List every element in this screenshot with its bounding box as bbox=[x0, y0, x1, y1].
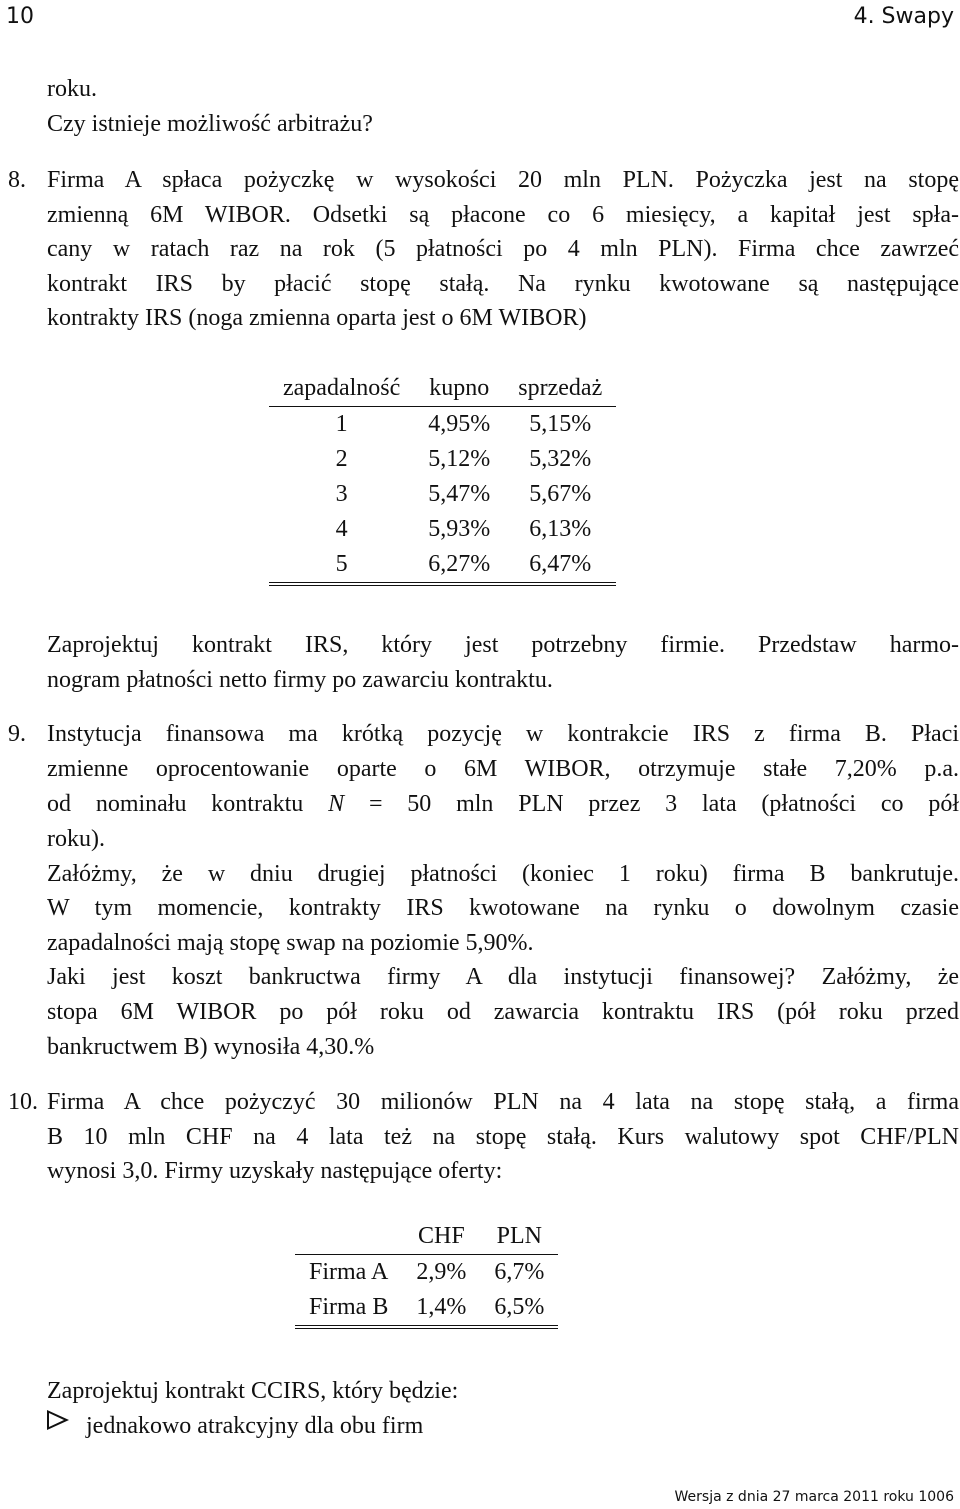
exercise-number: 10. bbox=[8, 1089, 38, 1115]
table-cell: 6,7% bbox=[480, 1255, 558, 1291]
table-row bbox=[295, 1255, 558, 1291]
table-row bbox=[269, 442, 616, 477]
text-line: Instytucja finansowa ma krótką pozycję w kontrakcie IRS z firma B. Płaci bbox=[47, 721, 959, 747]
text-line: Firma A chce pożyczyć 30 milionów PLN na 4 lata na stopę stałą, a firma bbox=[47, 1089, 959, 1115]
table-cell: 5 bbox=[269, 547, 414, 584]
table-header-row bbox=[269, 370, 616, 407]
column-header: sprzedaż bbox=[518, 374, 603, 401]
text-line: zmienną 6M WIBOR. Odsetki są płacone co 6 miesięcy, a kapitał jest spła- bbox=[47, 202, 959, 228]
text-line: Jaki jest koszt bankructwa firmy A dla instytucji finansowej? Załóżmy, że bbox=[47, 964, 959, 990]
table-cell: 2 bbox=[335, 446, 348, 473]
table-row bbox=[269, 477, 616, 512]
text-line: kontrakty IRS (noga zmienna oparta jest o 6M WIBOR) bbox=[47, 305, 587, 331]
text-line: zapadalności mają stopę swap na poziomie 5,90%. bbox=[47, 930, 534, 956]
table-cell: 5,32% bbox=[529, 446, 592, 473]
table-cell: 1,4% bbox=[402, 1290, 480, 1327]
text-line bbox=[47, 787, 959, 822]
column-header: PLN bbox=[496, 1223, 543, 1250]
text-segment: od nominału kontraktu bbox=[47, 791, 304, 817]
table-cell: Firma A bbox=[295, 1255, 402, 1291]
text-line: Zaprojektuj kontrakt CCIRS, który będzie: bbox=[47, 1378, 459, 1404]
table-row bbox=[269, 547, 616, 584]
text-line: roku). bbox=[47, 826, 105, 852]
irs-quotes-table bbox=[269, 370, 616, 586]
text-line: wynosi 3,0. Firmy uzyskały następujące oferty: bbox=[47, 1158, 503, 1184]
table-cell: 5,15% bbox=[504, 407, 616, 443]
offers-table bbox=[295, 1219, 558, 1329]
text-line: Czy istnieje możliwość arbitrażu? bbox=[47, 111, 373, 137]
bullet-item: jednakowo atrakcyjny dla obu firm bbox=[86, 1413, 424, 1439]
text-line: cany w ratach raz na rok (5 płatności po 4 mln PLN). Firma chce zawrzeć bbox=[47, 236, 959, 262]
text-line: stopa 6M WIBOR po pół roku od zawarcia kontraktu IRS (pół roku przed bbox=[47, 999, 959, 1025]
table-cell: 6,13% bbox=[529, 516, 592, 543]
text-line: roku. bbox=[47, 76, 97, 102]
text-line: kontrakt IRS by płacić stopę stałą. Na rynku kwotowane są następujące bbox=[47, 271, 959, 297]
chapter-title: 4. Swapy bbox=[853, 4, 954, 29]
table-header-row bbox=[295, 1219, 558, 1255]
column-header: zapadalność bbox=[283, 374, 401, 401]
text-line: Załóżmy, że w dniu drugiej płatności (koniec 1 roku) firma B bankrutuje. bbox=[47, 861, 959, 887]
column-header: kupno bbox=[429, 374, 490, 401]
text-segment: = 50 mln PLN przez 3 lata (płatności co pół bbox=[368, 791, 960, 817]
table-cell: Firma B bbox=[295, 1290, 402, 1327]
table-cell: 4 bbox=[335, 516, 348, 543]
table-cell: 5,12% bbox=[428, 446, 491, 473]
table-cell: 6,47% bbox=[504, 547, 616, 584]
page-header bbox=[0, 0, 960, 36]
table-row bbox=[269, 512, 616, 547]
page-number: 10 bbox=[6, 4, 34, 29]
table-cell: 1 bbox=[269, 407, 414, 443]
exercise-number: 9. bbox=[8, 721, 26, 747]
table-cell: 6,27% bbox=[414, 547, 504, 584]
text-line: Firma A spłaca pożyczkę w wysokości 20 mln PLN. Pożyczka jest na stopę bbox=[47, 167, 959, 193]
text-line: Zaprojektuj kontrakt IRS, który jest potrzebny firmie. Przedstaw harmo- bbox=[47, 632, 959, 658]
exercise-number: 8. bbox=[8, 167, 26, 193]
table-cell: 3 bbox=[335, 481, 348, 508]
column-header bbox=[295, 1219, 402, 1255]
table-cell: 5,47% bbox=[428, 481, 491, 508]
table-row bbox=[269, 407, 616, 443]
version-footer: Wersja z dnia 27 marca 2011 roku 1006 bbox=[674, 1489, 954, 1505]
triangle-right-icon bbox=[47, 1410, 69, 1430]
table-row bbox=[295, 1290, 558, 1327]
table-cell: 5,93% bbox=[428, 516, 491, 543]
table-cell: 5,67% bbox=[529, 481, 592, 508]
table-cell: 6,5% bbox=[480, 1290, 558, 1327]
table-cell: 4,95% bbox=[414, 407, 504, 443]
column-header: CHF bbox=[418, 1223, 465, 1250]
text-line: nogram płatności netto firmy po zawarciu kontraktu. bbox=[47, 667, 553, 693]
math-variable: N bbox=[328, 791, 345, 817]
text-line: W tym momencie, kontrakty IRS kwotowane na rynku o dowolnym czasie bbox=[47, 895, 959, 921]
text-line: bankructwem B) wynosiła 4,30.% bbox=[47, 1034, 375, 1060]
table-cell: 2,9% bbox=[402, 1255, 480, 1291]
text-line: zmienne oprocentowanie oparte o 6M WIBOR, otrzymuje stałe 7,20% p.a. bbox=[47, 756, 959, 782]
text-line: B 10 mln CHF na 4 lata też na stopę stałą. Kurs walutowy spot CHF/PLN bbox=[47, 1124, 959, 1150]
